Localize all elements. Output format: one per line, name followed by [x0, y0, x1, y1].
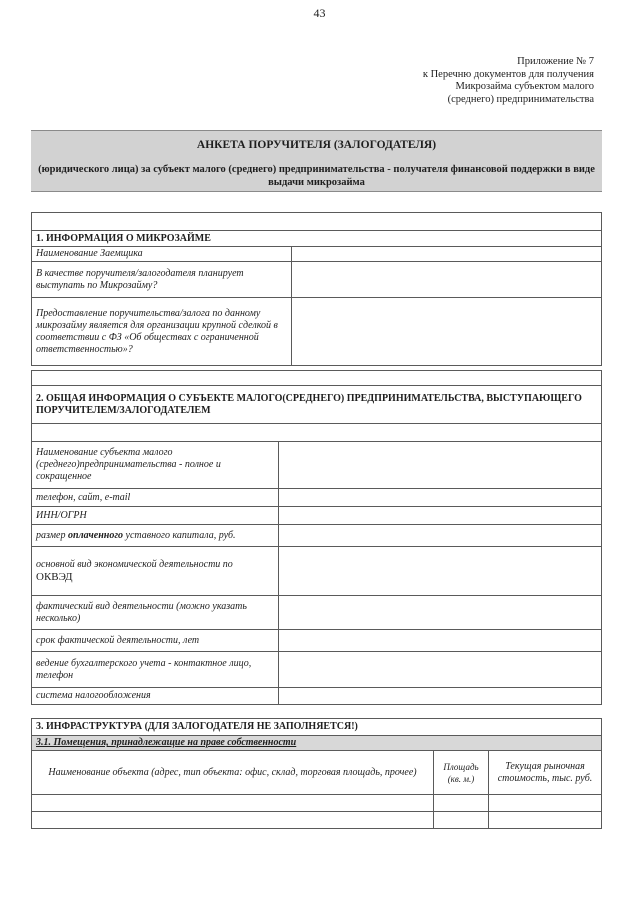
- accounting-contact-field[interactable]: [279, 652, 602, 688]
- inn-ogrn-field[interactable]: [279, 507, 602, 525]
- column-area: Площадь (кв. м.): [434, 751, 489, 795]
- appendix-line-4: (среднего) предпринимательства: [447, 93, 594, 105]
- section-1-table: [31, 212, 602, 366]
- activity-term-label: срок фактической деятельности, лет: [32, 630, 279, 652]
- guarantor-role-label: В качестве поручителя/залогодателя планирует выступать по Микрозайму?: [32, 262, 292, 298]
- borrower-name-field[interactable]: [292, 247, 602, 262]
- capital-label: [32, 525, 279, 547]
- capital-label-bold: оплаченного: [67, 529, 124, 541]
- section-1-title: 1. ИНФОРМАЦИЯ О МИКРОЗАЙМЕ: [32, 231, 602, 247]
- major-deal-field[interactable]: [292, 298, 602, 366]
- form-subtitle: (юридического лица) за субъект малого (среднего) предпринимательства - получателя финансовой поддержки в виде выдачи микрозайма: [38, 164, 595, 188]
- section-2-title: 2. ОБЩАЯ ИНФОРМАЦИЯ О СУБЪЕКТЕ МАЛОГО(СРЕДНЕГО) ПРЕДПРИНИМАТЕЛЬСТВА, ВЫСТУПАЮЩЕГО ПОРУЧИТЕЛЕМ/ЗАЛОГОДАТЕЛЕМ: [32, 386, 602, 424]
- inn-ogrn-label: ИНН/ОГРН: [32, 507, 279, 525]
- okved-field[interactable]: [279, 547, 602, 596]
- page-number: 43: [313, 6, 326, 20]
- section-3-subtitle: 3.1. Помещения, принадлежащие на праве собственности: [32, 736, 602, 751]
- form-title-block: [31, 130, 602, 192]
- actual-activity-field[interactable]: [279, 596, 602, 630]
- capital-label-post: уставного капитала, руб.: [123, 529, 236, 541]
- tax-system-field[interactable]: [279, 688, 602, 705]
- spacer-row: [32, 424, 602, 442]
- form-title: АНКЕТА ПОРУЧИТЕЛЯ (ЗАЛОГОДАТЕЛЯ): [196, 139, 437, 151]
- contacts-field[interactable]: [279, 489, 602, 507]
- guarantor-role-field[interactable]: [292, 262, 602, 298]
- property-row-2-area[interactable]: [434, 812, 489, 829]
- tax-system-label: система налогообложения: [32, 688, 279, 705]
- activity-term-field[interactable]: [279, 630, 602, 652]
- contacts-label: телефон, сайт, e-mail: [32, 489, 279, 507]
- property-row-2-name[interactable]: [32, 812, 434, 829]
- section-3-title: 3. ИНФРАСТРУКТУРА (ДЛЯ ЗАЛОГОДАТЕЛЯ НЕ ЗАПОЛНЯЕТСЯ!): [32, 719, 602, 736]
- property-row-1-value[interactable]: [489, 795, 602, 812]
- capital-label-pre: размер: [36, 529, 68, 541]
- column-object-name: Наименование объекта (адрес, тип объекта: офис, склад, торговая площадь, прочее): [32, 751, 434, 795]
- property-row-1-area[interactable]: [434, 795, 489, 812]
- section-2-table: [31, 370, 602, 705]
- entity-name-field[interactable]: [279, 442, 602, 489]
- spacer-row: [32, 371, 602, 386]
- column-market-value: Текущая рыночная стоимость, тыс. руб.: [489, 751, 602, 795]
- appendix-line-3: Микрозайма субъектом малого: [455, 81, 594, 92]
- actual-activity-label: фактический вид деятельности (можно указать несколько): [32, 596, 279, 630]
- borrower-name-label: Наименование Заемщика: [32, 247, 292, 262]
- spacer-row: [32, 213, 602, 231]
- property-row-2-value[interactable]: [489, 812, 602, 829]
- major-deal-label: Предоставление поручительства/залога по данному микрозайму является для организации крупной сделкой в соответствии с ФЗ «Об обществах с ограниченной ответственностью»?: [32, 298, 292, 366]
- section-3-table: [31, 718, 602, 829]
- okved-label: [32, 547, 279, 596]
- appendix-line-2: к Перечню документов для получения: [422, 68, 594, 80]
- entity-name-label: Наименование субъекта малого (среднего)предпринимательства - полное и сокращенное: [32, 442, 279, 489]
- property-row-1-name[interactable]: [32, 795, 434, 812]
- okved-label-text: основной вид экономической деятельности по: [36, 558, 233, 570]
- appendix-line-1: Приложение № 7: [517, 56, 594, 67]
- capital-field[interactable]: [279, 525, 602, 547]
- accounting-contact-label: ведение бухгалтерского учета - контактное лицо, телефон: [32, 652, 279, 688]
- okved-label-code: ОКВЭД: [36, 570, 73, 583]
- appendix-note: [423, 56, 594, 106]
